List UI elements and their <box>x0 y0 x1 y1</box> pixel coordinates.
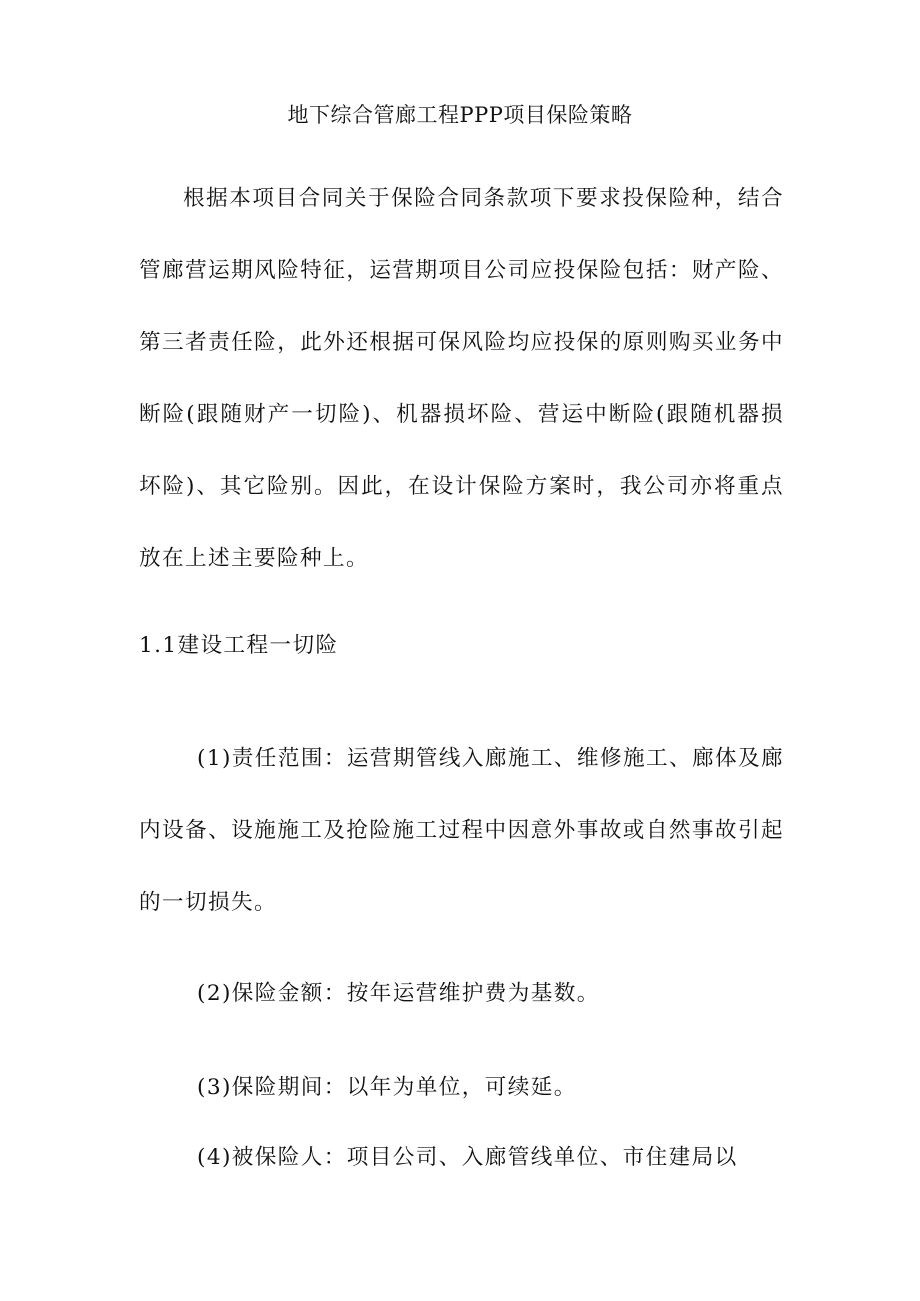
item-paragraph-3: (3)保险期间：以年为单位，可续延。 <box>197 1075 577 1100</box>
item-paragraph-2: (2)保险金额：按年运营维护费为基数。 <box>197 981 600 1006</box>
section-heading: 1.1建设工程一切险 <box>139 633 339 658</box>
item-paragraph-4: (4)被保险人：项目公司、入廊管线单位、市住建局以 <box>197 1145 738 1170</box>
intro-paragraph: 根据本项目合同关于保险合同条款项下要求投保险种，结合管廊营运期风险特征，运营期项目公司应投保险包括：财产险、第三者责任险，此外还根据可保风险均应投保的原则购买业务中断险(跟随财产一切险)、机器损坏险、营运中断险(跟随机器损坏险)、其它险别。因此，在设计保险方案时，我公司亦将重点放在上述主要险种上。 <box>139 186 784 571</box>
document-title: 地下综合管廊工程PPP项目保险策略 <box>287 103 633 127</box>
item-paragraph-1: (1)责任范围：运营期管线入廊施工、维修施工、廊体及廊内设备、设施施工及抢险施工过程中因意外事故或自然事故引起的一切损失。 <box>139 746 784 915</box>
